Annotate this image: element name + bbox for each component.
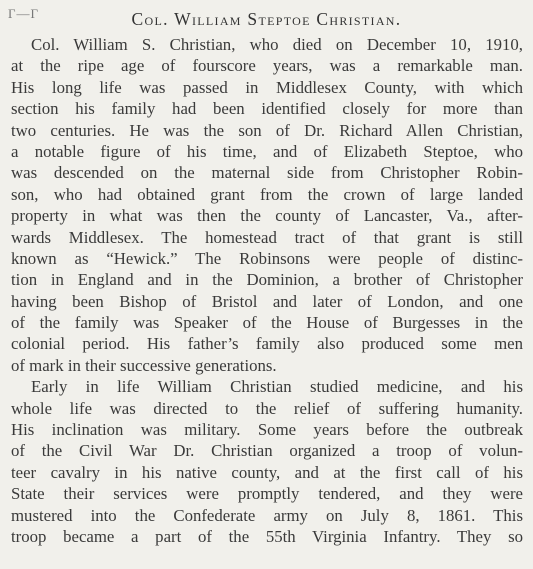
text-line: having been Bishop of Bristol and later of London, and one: [11, 291, 523, 311]
text-line: mustered into the Confederate army on July 8, 1861. This: [11, 505, 523, 525]
text-line: tion in England and in the Dominion, a brother of Christopher: [11, 270, 523, 290]
text-line: troop became a part of the 55th Virginia Infantry. They so: [11, 526, 523, 546]
text-line: was descended on the maternal side from Christopher Robin-: [11, 163, 523, 183]
text-line: State their services were promptly tendered, and they were: [11, 484, 523, 504]
text-line: a notable figure of his time, and of Elizabeth Steptoe, who: [11, 141, 523, 161]
text-line: known as “Hewick.” The Robinsons were people of distinc-: [11, 248, 523, 268]
text-line: teer cavalry in his native county, and at the first call of his: [11, 462, 523, 482]
text-line: whole life was directed to the relief of suffering humanity.: [11, 398, 523, 418]
text-line: His long life was passed in Middlesex County, with which: [11, 77, 523, 97]
text-line: two centuries. He was the son of Dr. Richard Allen Christian,: [11, 120, 523, 140]
page-corner-mark: Γ—Γ: [8, 6, 40, 21]
text-line: section his family had been identified closely for more than: [11, 99, 523, 119]
text-line: Early in life William Christian studied medicine, and his: [31, 377, 523, 397]
text-line: His inclination was military. Some years before the outbreak: [11, 420, 523, 440]
text-line: property in what was then the county of Lancaster, Va., after-: [11, 206, 523, 226]
text-line: wards Middlesex. The homestead tract of that grant is still: [11, 227, 523, 247]
text-line: son, who had obtained grant from the crown of large landed: [11, 184, 523, 204]
body-text: [11, 34, 523, 547]
text-line: colonial period. His father’s family also produced some men: [11, 334, 523, 354]
text-line: at the ripe age of fourscore years, was a remarkable man.: [11, 56, 523, 76]
text-line: of the Civil War Dr. Christian organized a troop of volun-: [11, 441, 523, 461]
text-line: of mark in their successive generations.: [11, 355, 277, 375]
page-title: Col. William Steptoe Christian.: [131, 9, 402, 29]
text-line: of the family was Speaker of the House of Burgesses in the: [11, 313, 523, 333]
text-line: Col. William S. Christian, who died on December 10, 1910,: [31, 35, 523, 54]
